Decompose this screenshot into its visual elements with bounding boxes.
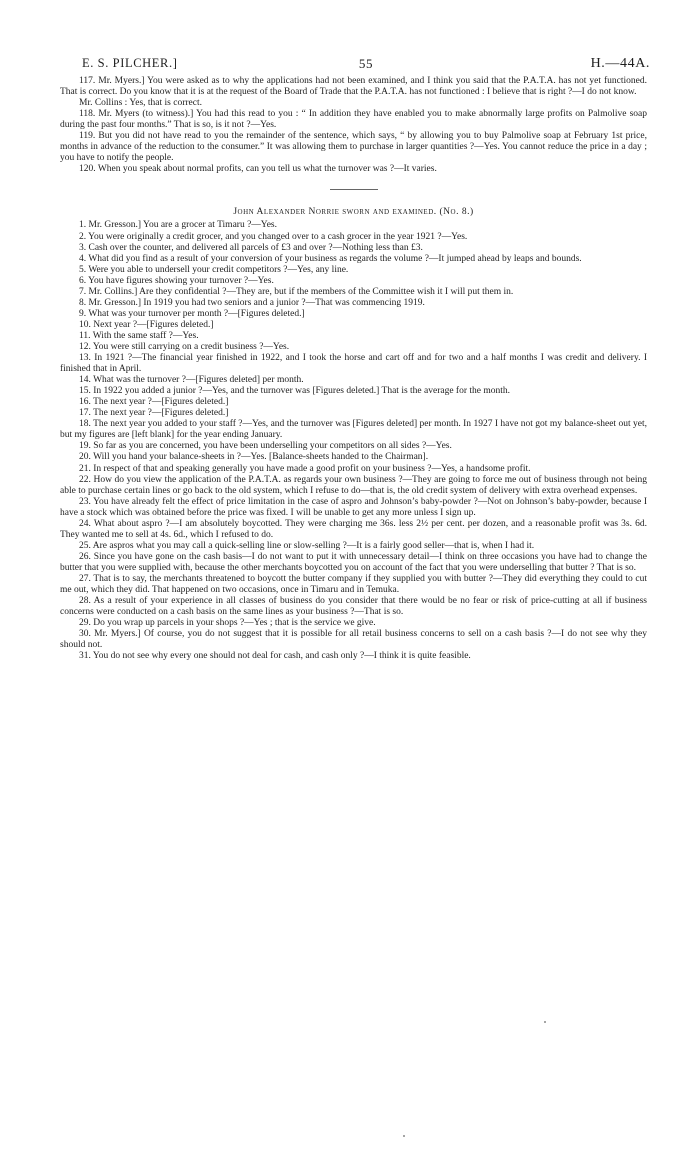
- witness-heading: John Alexander Norrie sworn and examined. (No. 8.): [233, 207, 474, 218]
- paragraph: 27. That is to say, the merchants threatened to boycott the butter company if they supplied you with butter ?—They did everything they could to cut me out, which they did. That happened on two occasions, once in Timaru and in Temuka.: [60, 573, 647, 596]
- paragraph: 1. Mr. Gresson.] You are a grocer at Timaru ?—Yes.: [79, 220, 277, 231]
- paragraph: 7. Mr. Collins.] Are they confidential ?—They are, but if the members of the Committee wish it I will put them in.: [79, 286, 514, 297]
- paragraph: 9. What was your turnover per month ?—[Figures deleted.]: [79, 308, 305, 319]
- page-number: 55: [358, 56, 374, 71]
- paragraph: 29. Do you wrap up parcels in your shops ?—Yes ; that is the service we give.: [79, 618, 376, 629]
- paragraph: 2. You were originally a credit grocer, and you changed over to a cash grocer in the year 1921 ?—Yes.: [79, 231, 468, 242]
- paragraph: 8. Mr. Gresson.] In 1919 you had two seniors and a junior ?—That was commencing 1919.: [79, 297, 425, 308]
- paragraph: 23. You have already felt the effect of price limitation in the case of aspro and Johnson’s baby-powder ?—Not on Johnson’s baby-powder, because I have a stock which was obtained before the price was fixed. I will be unable to get any more unless I sign up.: [60, 496, 647, 518]
- paragraph: 120. When you speak about normal profits, can you tell us what the turnover was ?—It varies.: [79, 164, 437, 175]
- paragraph: 15. In 1922 you added a junior ?—Yes, and the turnover was [Figures deleted.] That is the average for the month.: [79, 386, 511, 397]
- scan-speck: [544, 1021, 546, 1023]
- paragraph: 22. How do you view the application of the P.A.T.A. as regards your own business ?—They are going to force me out of business through not being able to purchase certain lines or go back to the old system, which I refuse to do—that is, the old credit system of delivery with extra overhead expenses.: [60, 474, 647, 496]
- paper-reference: H.—44A.: [590, 56, 650, 71]
- paragraph: 11. With the same staff ?—Yes.: [79, 330, 199, 341]
- paragraph: 18. The next year you added to your staff ?—Yes, and the turnover was [Figures deleted] per month. In 1927 I have not got my balance-sheet out yet, but my figures are [left blank] for the year ending January.: [60, 419, 647, 441]
- paragraph: 12. You were still carrying on a credit business ?—Yes.: [79, 341, 290, 352]
- paragraph: Mr. Collins : Yes, that is correct.: [79, 98, 202, 109]
- running-header: [82, 56, 650, 76]
- paragraph: 24. What about aspro ?—I am absolutely boycotted. They were charging me 36s. less 2½ per cent. per dozen, and a reasonable profit was 3s. 6d. They wanted me to sell at 4s. 6d., which I refused to do.: [60, 518, 647, 540]
- testimony-block-2: [60, 220, 647, 662]
- paragraph: 3. Cash over the counter, and delivered all parcels of £3 and over ?—Nothing less than £3.: [79, 242, 423, 253]
- paragraph: 31. You do not see why every one should not deal for cash, and cash only ?—I think it is quite feasible.: [79, 651, 471, 662]
- paragraph: 4. What did you find as a result of your conversion of your business as regards the volume ?—It jumped ahead by leaps and bounds.: [79, 253, 582, 264]
- paragraph: 21. In respect of that and speaking generally you have made a good profit on your business ?—Yes, a handsome profit.: [79, 463, 531, 474]
- page-body: [60, 76, 647, 662]
- paragraph: 25. Are aspros what you may call a quick-selling line or slow-selling ?—It is a fairly good seller—that is, when I had it.: [79, 540, 535, 551]
- header-witness-name: E. S. PILCHER.]: [82, 56, 178, 70]
- paragraph: 13. In 1921 ?—The financial year finished in 1922, and I took the horse and cart off and for two and a half months I was credit and delivery. I finished that in April.: [60, 353, 647, 375]
- paragraph: 118. Mr. Myers (to witness).] You had this read to you : “ In addition they have enabled you to make abnormally large profits on Palmolive soap during the past four months.” That is so, is it not ?—Yes.: [60, 109, 647, 131]
- scan-speck: [403, 1135, 405, 1137]
- paragraph: 117. Mr. Myers.] You were asked as to why the applications had not been examined, and I think you said that the P.A.T.A. has not yet functioned. That is correct. Do you know that it is at the request of the Board of Trade that the P.A.T.A. has not functioned : I believe that is right ?—I do not know.: [60, 76, 647, 98]
- paragraph: 30. Mr. Myers.] Of course, you do not suggest that it is possible for all retail business concerns to sell on a cash basis ?—I do not see why they should not.: [60, 629, 647, 651]
- paragraph: 19. So far as you are concerned, you have been underselling your competitors on all sides ?—Yes.: [79, 441, 452, 452]
- testimony-block-1: [60, 76, 647, 175]
- paragraph: 16. The next year ?—[Figures deleted.]: [79, 397, 229, 408]
- paragraph: 28. As a result of your experience in all classes of business do you consider that there would be no fear or risk of price-cutting at all if business concerns were conducted on a cash basis on the same lines as your business ?—That is so.: [60, 596, 647, 618]
- paragraph: 14. What was the turnover ?—[Figures deleted] per month.: [79, 375, 304, 386]
- paragraph: 10. Next year ?—[Figures deleted.]: [79, 319, 214, 330]
- paragraph: 6. You have figures showing your turnover ?—Yes.: [79, 275, 274, 286]
- section-divider: [330, 189, 378, 190]
- paragraph: 119. But you did not have read to you the remainder of the sentence, which says, “ by allowing you to buy Palmolive soap at February 1st price, months in advance of the reduction to the consumer.” It was allowing them to purchase in larger quantities ?—Yes. You cannot reduce the price in a day ; you have to notify the people.: [60, 131, 647, 164]
- paragraph: 17. The next year ?—[Figures deleted.]: [79, 408, 229, 419]
- paragraph: 26. Since you have gone on the cash basis—I do not want to put it with unnecessary detail—I think on three occasions you have had to change the butter that you were supplied with, because the other merchants boycotted you on account of the fact that you were underselling that butter ? That is so.: [60, 551, 647, 573]
- paragraph: 5. Were you able to undersell your credit competitors ?—Yes, any line.: [79, 264, 349, 275]
- paragraph: 20. Will you hand your balance-sheets in ?—Yes. [Balance-sheets handed to the Chairman].: [79, 452, 429, 463]
